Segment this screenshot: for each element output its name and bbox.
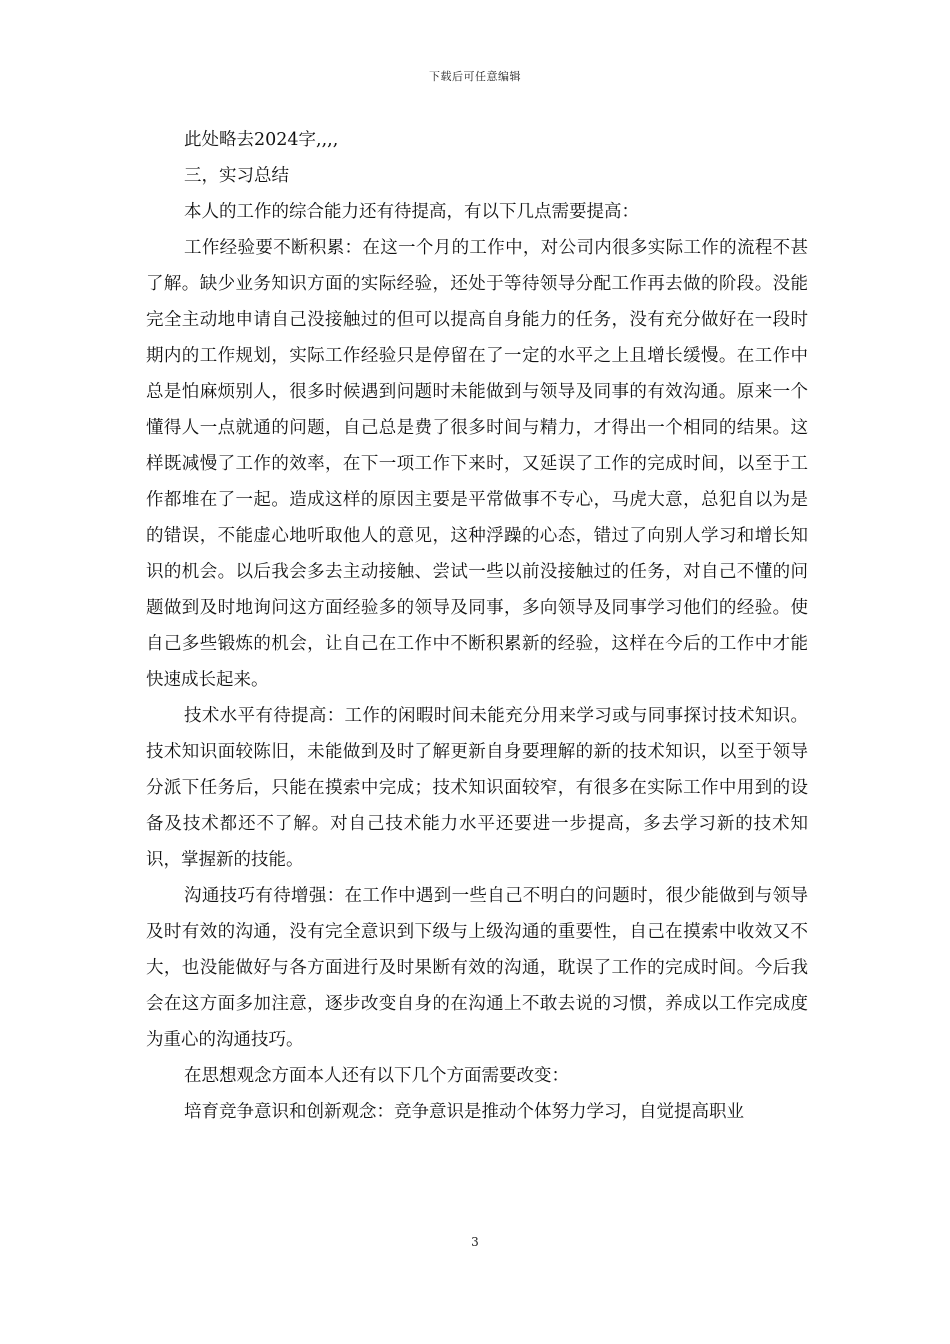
section-heading: 三，实习总结 <box>184 166 289 186</box>
paragraph-intro: 本人的工作的综合能力还有待提高，有以下几点需要提高： <box>184 202 639 222</box>
paragraph-omitted-note: 此处略去2024字,,,, <box>184 130 339 150</box>
paragraph-mindset-intro: 在思想观念方面本人还有以下几个方面需要改变： <box>184 1066 569 1086</box>
paragraph-technical-skill: 技术水平有待提高：工作的闲暇时间未能充分用来学习或与同事探讨技术知识。技术知识面较陈旧，未能做到及时了解更新自身要理解的新的技术知识，以至于领导分派下任务后，只能在摸索中完成；技术知识面较窄，有很多在实际工作中用到的设备及技术都还不了解。对自己技术能力水平还要进一步提高，多去学习新的技术知识，掌握新的技能。 <box>146 706 808 870</box>
document-body <box>146 122 808 1130</box>
paragraph-competition: 培育竞争意识和创新观念：竞争意识是推动个体努力学习，自觉提高职业 <box>184 1102 744 1122</box>
paragraph-work-experience: 工作经验要不断积累：在这一个月的工作中，对公司内很多实际工作的流程不甚了解。缺少业务知识方面的实际经验，还处于等待领导分配工作再去做的阶段。没能完全主动地申请自己没接触过的但可以提高自身能力的任务，没有充分做好在一段时期内的工作规划，实际工作经验只是停留在了一定的水平之上且增长缓慢。在工作中总是怕麻烦别人，很多时候遇到问题时未能做到与领导及同事的有效沟通。原来一个懂得人一点就通的问题，自己总是费了很多时间与精力，才得出一个相同的结果。这样既减慢了工作的效率，在下一项工作下来时，又延误了工作的完成时间，以至于工作都堆在了一起。造成这样的原因主要是平常做事不专心，马虎大意，总犯自以为是的错误，不能虚心地听取他人的意见，这种浮躁的心态，错过了向别人学习和增长知识的机会。以后我会多去主动接触、尝试一些以前没接触过的任务，对自己不懂的问题做到及时地询问这方面经验多的领导及同事，多向领导及同事学习他们的经验。使自己多些锻炼的机会，让自己在工作中不断积累新的经验，这样在今后的工作中才能快速成长起来。 <box>146 238 808 690</box>
page-number: 3 <box>471 1235 479 1249</box>
paragraph-communication: 沟通技巧有待增强：在工作中遇到一些自己不明白的问题时，很少能做到与领导及时有效的沟通，没有完全意识到下级与上级沟通的重要性，自己在摸索中收效又不大，也没能做好与各方面进行及时果断有效的沟通，耽误了工作的完成时间。今后我会在这方面多加注意，逐步改变自身的在沟通上不敢去说的习惯，养成以工作完成度为重心的沟通技巧。 <box>146 886 808 1050</box>
header-note: 下载后可任意编辑 <box>429 70 521 83</box>
